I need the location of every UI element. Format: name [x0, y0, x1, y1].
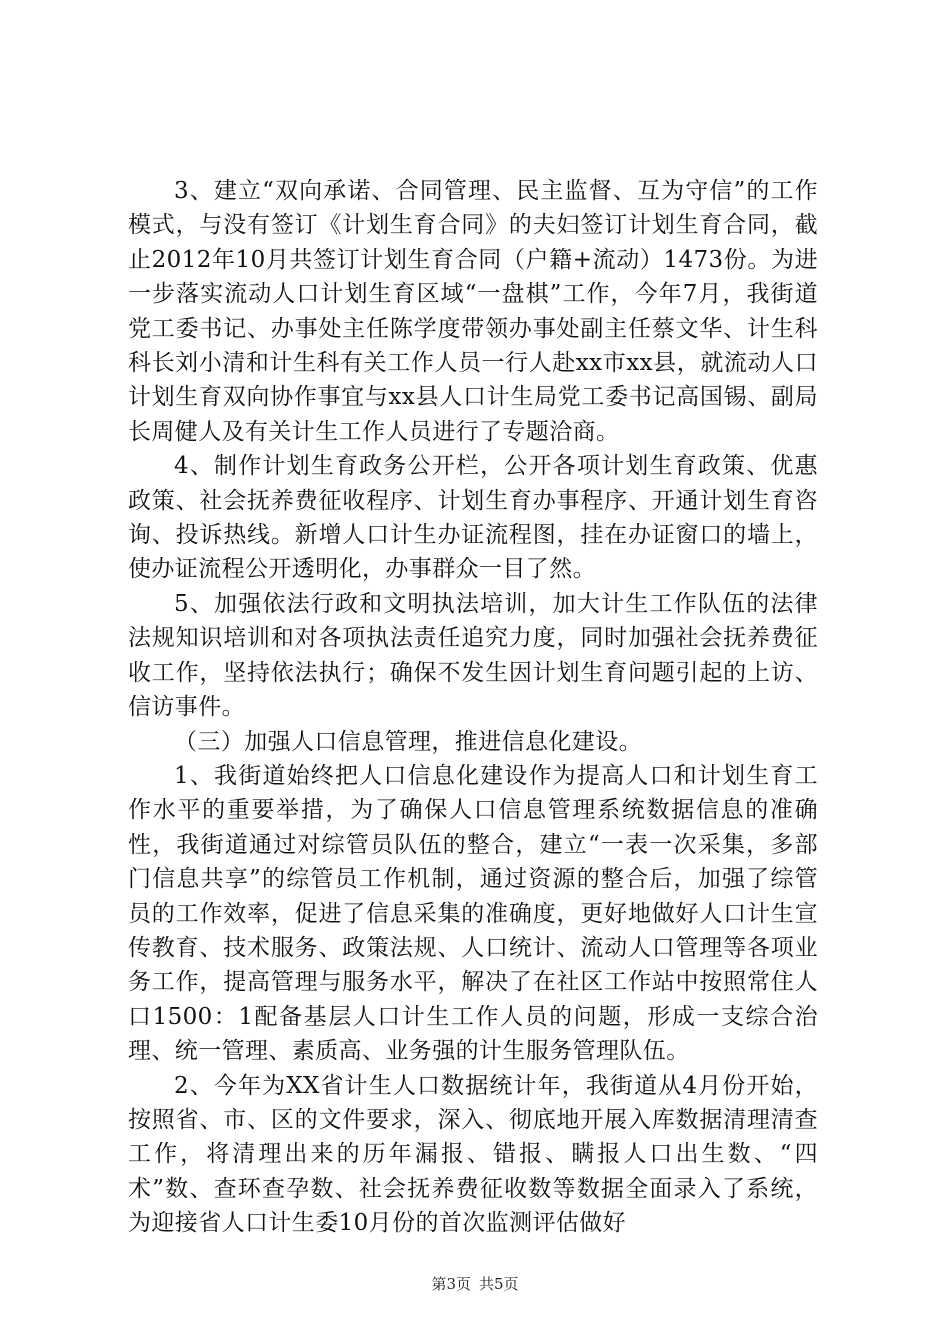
page-total: 共5页: [479, 1275, 519, 1293]
document-body: [128, 174, 818, 1241]
paragraph-item-4: 4、制作计划生育政务公开栏，公开各项计划生育政策、优惠政策、社会抚养费征收程序、计划生育办事程序、开通计划生育咨询、投诉热线。新增人口计生办证流程图，挂在办证窗口的墙上，使办证流程公开透明化，办事群众一目了然。: [128, 453, 818, 583]
paragraph-item-2: 2、今年为XX省计生人口数据统计年，我街道从4月份开始，按照省、市、区的文件要求，深入、彻底地开展入库数据清理清查工作，将清理出来的历年漏报、错报、瞒报人口出生数、“四术”数、查环查孕数、社会抚养费征收数等数据全面录入了系统，为迎接省人口计生委10月份的首次监测评估做好: [128, 1072, 818, 1237]
section-heading: （三）加强人口信息管理，推进信息化建设。: [174, 728, 642, 755]
page-footer: [0, 1274, 950, 1294]
page-number: 第3页: [431, 1275, 471, 1293]
paragraph-item-1: 1、我街道始终把人口信息化建设作为提高人口和计划生育工作水平的重要举措，为了确保人口信息管理系统数据信息的准确性，我街道通过对综管员队伍的整合，建立“一表一次采集，多部门信息共享”的综管员工作机制，通过资源的整合后，加强了综管员的工作效率，促进了信息采集的准确度，更好地做好人口计生宣传教育、技术服务、政策法规、人口统计、流动人口管理等各项业务工作，提高管理与服务水平，解决了在社区工作站中按照常住人口1500：1配备基层人口计生工作人员的问题，形成一支综合治理、统一管理、素质高、业务强的计生服务管理队伍。: [128, 762, 818, 1065]
paragraph-item-5: 5、加强依法行政和文明执法培训，加大计生工作队伍的法律法规知识培训和对各项执法责任追究力度，同时加强社会抚养费征收工作，坚持依法执行；确保不发生因计划生育问题引起的上访、信访事件。: [128, 590, 818, 721]
paragraph-item-3: 3、建立“双向承诺、合同管理、民主监督、互为守信”的工作模式，与没有签订《计划生育合同》的夫妇签订计划生育合同，截止2012年10月共签订计划生育合同（户籍+流动）1473份。为进一步落实流动人口计划生育区域“一盘棋”工作，今年7月，我街道党工委书记、办事处主任陈学度带领办事处副主任蔡文华、计生科科长刘小清和计生科有关工作人员一行人赴xx市xx县，就流动人口计划生育双向协作事宜与xx县人口计生局党工委书记高国锡、副局长周健人及有关计生工作人员进行了专题洽商。: [128, 178, 818, 445]
